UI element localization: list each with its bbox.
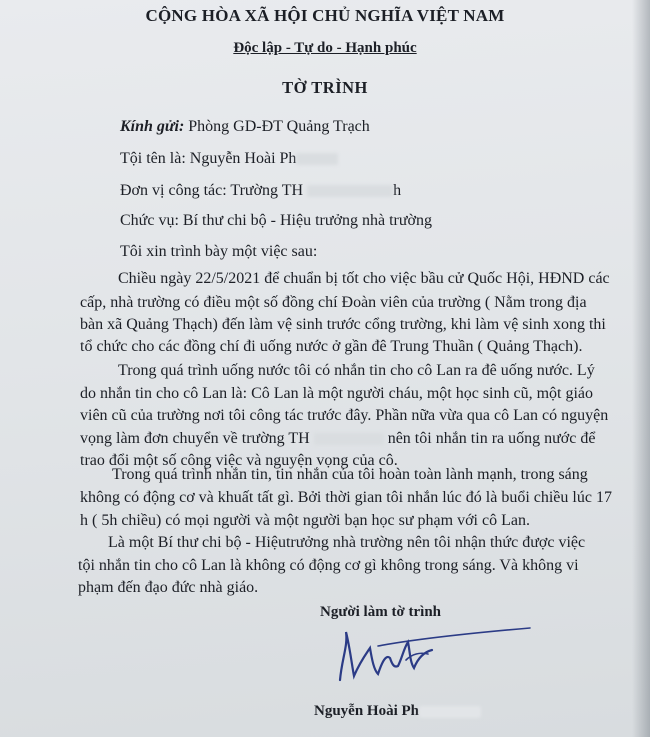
position-line: Chức vụ: Bí thư chi bộ - Hiệu trưởng nhà trường — [120, 212, 433, 229]
paragraph-3-line: h ( 5h chiều) có mọi người và một người bạn học sư phạm với cô Lan. — [80, 512, 530, 529]
paragraph-2-line: Trong quá trình uống nước tôi có nhắn tin cho cô Lan ra đê uống nước. Lý — [118, 362, 595, 379]
redacted-block — [307, 185, 393, 197]
redacted-block — [296, 153, 338, 165]
signer-name — [314, 703, 481, 720]
paragraph-2-line: do nhắn tin cho cô Lan là: Cô Lan là một người cháu, một học sinh cũ, một giáo — [80, 385, 594, 402]
paragraph-4-line: phạm đến đạo đức nhà giáo. — [78, 579, 259, 596]
document-title: TỜ TRÌNH — [282, 78, 368, 97]
redacted-block — [419, 706, 481, 718]
paragraph-2-line: viên cũ của trường nơi tôi công tác trước đây. Phần nữa vừa qua cô Lan có nguyện — [80, 407, 609, 424]
recipient-line — [120, 118, 370, 136]
paragraph-4-line: tội nhắn tin cho cô Lan là không có động cơ gì không trong sáng. Và không vi — [78, 557, 579, 574]
signer-title: Người làm tờ trình — [320, 604, 442, 620]
paragraph-3-line: Trong quá trình nhắn tin, tin nhắn của tôi hoàn toàn lành mạnh, trong sáng — [112, 466, 588, 483]
national-motto: Độc lập - Tự do - Hạnh phúc — [233, 40, 417, 56]
sender-name: Tội tên là: Nguyễn Hoài Ph — [120, 150, 297, 167]
paragraph-1-line: Chiều ngày 22/5/2021 để chuẩn bị tốt cho việc bầu cử Quốc Hội, HĐND các — [118, 270, 610, 287]
name-line — [120, 150, 338, 168]
intro-line: Tôi xin trình bày một việc sau: — [120, 243, 318, 260]
paragraph-2-text: vọng làm đơn chuyển về trường TH — [80, 430, 310, 447]
redacted-block — [314, 433, 384, 445]
paragraph-1-line: cấp, nhà trường có điều một số đồng chí Đoàn viên của trường ( Nằm trong địa — [80, 294, 587, 311]
recipient-label: Kính gửi: — [120, 118, 185, 135]
paragraph-3-line: không có động cơ và khuất tất gì. Bởi thời gian tôi nhắn lúc đó là buổi chiều lúc 17 — [80, 489, 612, 506]
paragraph-4-line: Là một Bí thư chi bộ - Hiệutrưởng nhà trường nên tôi nhận thức được việc — [108, 534, 586, 551]
signer-name-text: Nguyễn Hoài Ph — [314, 703, 420, 719]
paragraph-1-line: bàn xã Quảng Thạch) đến làm vệ sinh trước cổng trường, khi làm vệ sinh xong thi — [80, 316, 606, 333]
work-unit-suffix: h — [393, 182, 402, 199]
paragraph-1-line: tổ chức cho các đồng chí đi uống nước ở gần đê Trung Thuần ( Quảng Thạch). — [80, 338, 583, 355]
recipient-value: Phòng GD-ĐT Quảng Trạch — [188, 118, 370, 135]
paragraph-2-line: trao đổi một số công việc và nguyện vọng của cô. — [80, 452, 398, 469]
page-shadow — [632, 0, 650, 737]
handwritten-signature — [320, 618, 560, 698]
paragraph-2-line — [80, 430, 595, 448]
paragraph-2-text: nên tôi nhắn tin ra uống nước để — [387, 430, 596, 447]
work-unit: Đơn vị công tác: Trường TH — [120, 182, 304, 199]
unit-line — [120, 182, 401, 200]
national-title: CỘNG HÒA XÃ HỘI CHỦ NGHĨA VIỆT NAM — [145, 6, 505, 25]
